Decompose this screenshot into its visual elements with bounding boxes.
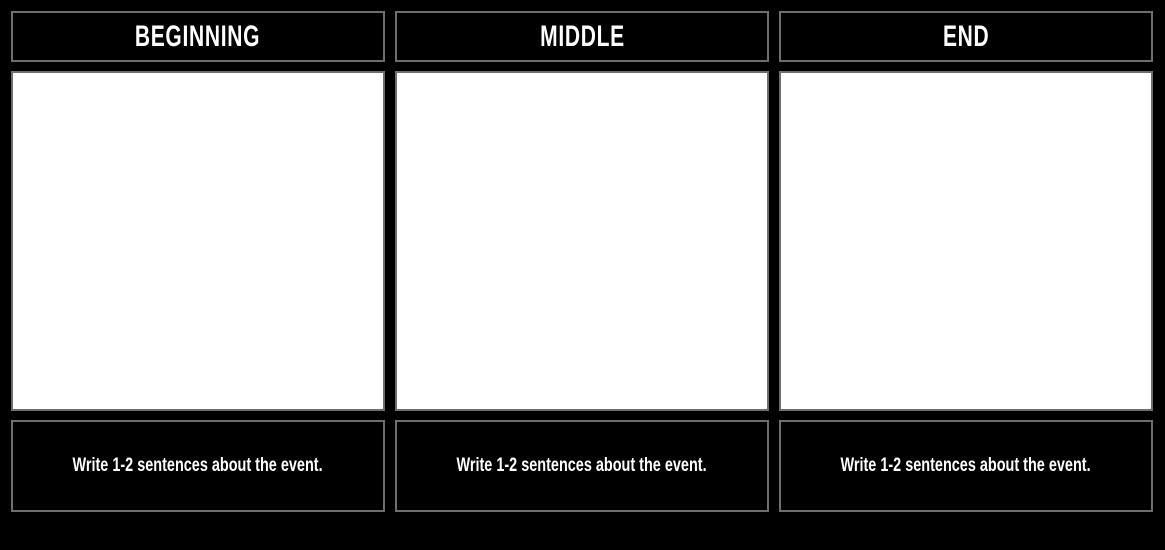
header-label: BEGINNING — [135, 19, 261, 53]
header-cell-middle[interactable] — [395, 11, 769, 62]
column-middle — [395, 11, 769, 512]
caption-cell-end[interactable] — [779, 420, 1153, 512]
image-cell-end[interactable] — [779, 71, 1153, 411]
image-cell-middle[interactable] — [395, 71, 769, 411]
header-label: MIDDLE — [539, 19, 625, 53]
header-cell-beginning[interactable] — [11, 11, 385, 62]
header-cell-end[interactable] — [779, 11, 1153, 62]
caption-text: Write 1-2 sentences about the event. — [456, 454, 708, 476]
caption-cell-middle[interactable] — [395, 420, 769, 512]
image-cell-beginning[interactable] — [11, 71, 385, 411]
caption-cell-beginning[interactable] — [11, 420, 385, 512]
caption-text: Write 1-2 sentences about the event. — [72, 454, 324, 476]
column-beginning — [11, 11, 385, 512]
header-label: END — [942, 19, 990, 53]
caption-text: Write 1-2 sentences about the event. — [840, 454, 1092, 476]
column-end — [779, 11, 1153, 512]
storyboard — [11, 11, 1153, 512]
